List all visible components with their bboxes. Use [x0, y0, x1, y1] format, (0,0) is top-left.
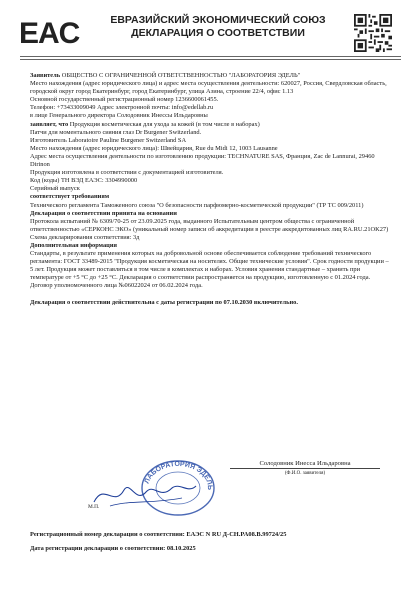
- header-document-title: ДЕКЛАРАЦИЯ О СООТВЕТСТВИИ: [131, 27, 305, 39]
- manufacturer-name: Изготовитель Laboratoire Pauline Burgener Switzerland SA: [30, 136, 187, 144]
- validity-statement: Декларация о соответствии действительна с даты регистрации по 07.10.2030 включительно.: [30, 298, 298, 306]
- signatory-name: Солодовник Инесса Ильдаровна: [259, 460, 351, 467]
- applicant-line: [30, 72, 392, 80]
- applicant-address: Место нахождения (адрес юридического лица) и адрес места осуществления деятельности: 620027, Россия, Свердловская область, городской округ город Екатеринбург, город Екатеринбург, улица Азина, строение 22/4, офис 1.13: [30, 80, 387, 96]
- applicant-contacts: Телефон: +73433009049 Адрес электронной почты: info@edellab.ru: [30, 104, 214, 112]
- requirements-text: Технического регламента Таможенного союза "О безопасности парфюмерно-косметической продукции" (ТР ТС 009/2011): [30, 201, 364, 209]
- product-name: Патчи для моментального сияния глаз Dr Burgener Switzerland.: [30, 128, 202, 136]
- hs-code: Код (коды) ТН ВЭД ЕАЭС: 3304990000: [30, 177, 138, 185]
- registration-date-value: 08.10.2025: [166, 545, 196, 552]
- applicant-representative: в лице Генерального директора Солодовник Инессы Ильдаровны: [30, 112, 208, 120]
- registration-number-line: [30, 531, 400, 538]
- applicant-label: Заявитель: [30, 72, 61, 79]
- release-type: Серийный выпуск: [30, 185, 80, 193]
- header-divider-secondary: [20, 59, 401, 60]
- registration-date-label: Дата регистрации декларации о соответствии:: [30, 545, 167, 552]
- basis-heading: Декларация о соответствии принята на основании: [30, 209, 177, 217]
- declaration-scheme: Схема декларирования соответствия: 3д: [30, 233, 140, 241]
- registration-date-line: [30, 545, 400, 552]
- signatory-caption: (Ф.И.О. заявителя): [284, 471, 326, 476]
- product-line: [30, 121, 392, 129]
- signature-line: [230, 468, 380, 469]
- signature-block: [30, 458, 400, 518]
- applicant-ogrn: Основной государственный регистрационный номер 1236600061455.: [30, 96, 219, 104]
- stamp-text: ЛАБОРАТОРИЯ ЭДЕЛЬ: [143, 460, 214, 491]
- handwritten-signature: [90, 474, 200, 514]
- qr-code-icon: [354, 14, 392, 52]
- manufacturer-address: Место нахождения (адрес юридического лица): Швейцария, Rue du Midi 12, 1003 Lausanne: [30, 144, 278, 152]
- manufacturing-docs: Продукция изготовлена в соответствии с документацией изготовителя.: [30, 169, 224, 177]
- header-union-title: ЕВРАЗИЙСКИЙ ЭКОНОМИЧЕСКИЙ СОЮЗ: [110, 14, 326, 26]
- additional-heading: Дополнительная информация: [30, 241, 117, 249]
- product-category: Продукция косметическая для ухода за кожей (в том числе в наборах): [68, 120, 260, 128]
- requirements-heading: соответствует требованиям: [30, 193, 110, 201]
- declares-label: заявляет, что: [30, 120, 69, 128]
- document-header: [98, 14, 338, 40]
- seal-place-label: М.П.: [88, 504, 100, 510]
- header-divider: [20, 56, 401, 57]
- manufacturing-site: Адрес места осуществления деятельности по изготовлению продукции: TECHNATURE SAS, Франция, Zac de Lannurai, 29460 Dirinon: [30, 152, 375, 169]
- additional-text: Стандарты, в результате применения которых на добровольной основе обеспечивается соблюдение требований технического регламента: ГОСТ 33489-2015 "Продукция косметическая на носителях. Общие технические условия". Срок годности продукции – 5 лет. Продукция может поставляться в том числе в комплектах и наборах. Условия хранения стандартные – хранить при температуре от +5 °С до +25 °С. Декларация о соответствии распространяется на продукцию, изготовленную с 01.2024 года. Договор уполномоченного лица №06022024 от 06.02.2024 года.: [30, 250, 389, 290]
- registration-number-value: ЕАЭС N RU Д-CH.PA08.B.99724/25: [186, 531, 287, 538]
- applicant-name: ОБЩЕСТВО С ОГРАНИЧЕННОЙ ОТВЕТСТВЕННОСТЬЮ "ЛАБОРАТОРИЯ ЭДЕЛЬ": [60, 72, 301, 79]
- eac-logo: EAC: [19, 17, 80, 50]
- registration-number-label: Регистрационный номер декларации о соответствии:: [30, 531, 187, 538]
- declaration-body: [30, 72, 392, 307]
- basis-text: Протокола испытаний № 6309/70-25 от 23.09.2025 года, выданного Испытательным центром общества с ограниченной ответственностью «СЕРКОНС ЭКО» (уникальный номер записи об аккредитации в реестре аккредитованных лиц RA.RU.21OK27): [30, 217, 389, 233]
